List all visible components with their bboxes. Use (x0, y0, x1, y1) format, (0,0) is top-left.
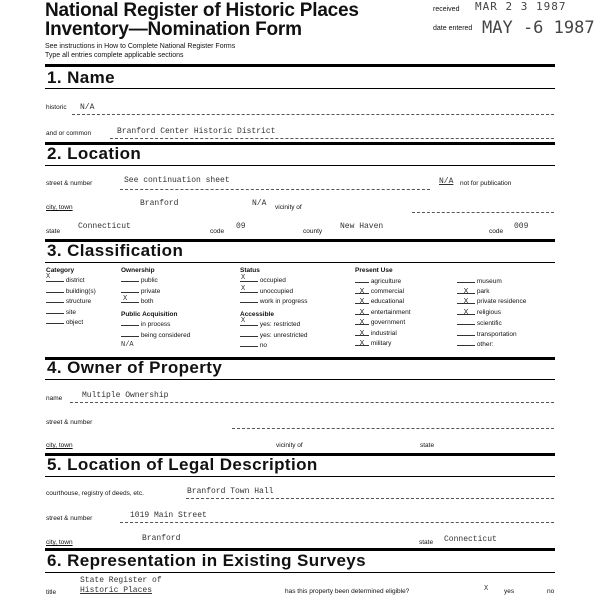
street-field-line (120, 189, 430, 190)
ownership-mark: X (123, 295, 128, 303)
common-name-field-line (110, 138, 554, 139)
legal-city-label: city, town (46, 539, 73, 546)
survey-title-line1: State Register of (80, 576, 162, 585)
section-6-heading: 6. Representation in Existing Surveys (47, 551, 367, 570)
section-5-heading: 5. Location of Legal Description (47, 455, 318, 474)
vicinity-value: N/A (252, 199, 267, 208)
courthouse-label: courthouse, registry of deeds, etc. (46, 490, 144, 497)
vicinity-label: vicinity of (275, 204, 302, 211)
status-mark: X (241, 285, 246, 293)
legal-street-label: street & number (46, 515, 93, 522)
state-code-label: code (210, 228, 225, 235)
owner-name-value: Multiple Ownership (82, 391, 169, 400)
accessible-option: yes: restricted (240, 320, 308, 331)
present-use-option: transportation (457, 329, 526, 340)
not-for-publication-label: not for publication (460, 180, 512, 187)
status-option: unoccupied (240, 287, 308, 298)
city-label: city, town (46, 204, 73, 211)
present-use-option: X entertainment (355, 308, 411, 319)
courthouse-value: Branford Town Hall (187, 487, 274, 496)
present-use-option: X private residence (457, 297, 526, 308)
status-option: occupied (240, 276, 308, 287)
ownership-option: private (121, 287, 160, 298)
present-use-option: X commercial (355, 287, 411, 298)
section-2-heading: 2. Location (47, 144, 142, 163)
section-1-heading: 1. Name (47, 68, 116, 87)
ownership-option: both (121, 297, 160, 308)
section-rule (45, 476, 555, 477)
date-entered-label: date entered (433, 25, 473, 32)
category-option: structure (46, 297, 96, 308)
accessible-option: no (240, 341, 308, 352)
county-value: New Haven (340, 222, 384, 231)
instructions-line2: Type all entries complete applicable sections (45, 52, 184, 59)
acquisition-label: Public Acquisition (121, 311, 178, 318)
category-mark: X (46, 273, 51, 281)
section-rule (45, 64, 555, 67)
instructions-line1: See instructions in How to Complete National Register Forms (45, 43, 236, 50)
section-3-heading: 3. Classification (47, 241, 184, 260)
status-option: work in progress (240, 297, 308, 308)
street-label: street & number (46, 180, 93, 187)
survey-title-label: title (46, 589, 57, 596)
category-option: district (46, 276, 96, 287)
section-rule (45, 165, 555, 166)
common-name-label: and or common (46, 130, 92, 137)
status-label: Status (240, 267, 260, 274)
present-use-option: X educational (355, 297, 411, 308)
section-rule (45, 572, 555, 573)
category-option: object (46, 318, 96, 329)
city-value: Branford (140, 199, 179, 208)
state-code-value: 09 (236, 222, 246, 231)
legal-street-value: 1019 Main Street (130, 511, 207, 520)
owner-street-label: street & number (46, 419, 93, 426)
legal-street-field-line (120, 522, 554, 523)
eligible-yes-mark: X (484, 585, 489, 593)
present-use-option: museum (457, 276, 526, 287)
status-mark: X (241, 274, 246, 282)
present-use-options-1 (355, 276, 411, 350)
owner-street-field-line (232, 428, 554, 429)
county-label: county (303, 228, 323, 235)
present-use-options-2 (457, 276, 526, 350)
acquisition-value: N/A (121, 341, 134, 349)
state-label: state (46, 228, 61, 235)
present-use-option: X government (355, 318, 411, 329)
acquisition-options (121, 320, 190, 341)
ownership-option: public (121, 276, 160, 287)
acquisition-option: in process (121, 320, 190, 331)
owner-name-label: name (46, 395, 63, 402)
owner-state-label: state (420, 442, 435, 449)
present-use-option: other: (457, 339, 526, 350)
owner-vicinity-label: vicinity of (276, 442, 303, 449)
accessible-label: Accessible (240, 311, 274, 318)
present-use-option: X religious (457, 308, 526, 319)
status-options (240, 276, 308, 308)
historic-field-line (72, 114, 554, 115)
street-value: See continuation sheet (124, 176, 230, 185)
form-title-line1: National Register of Historic Places (45, 0, 359, 21)
survey-title-line2: Historic Places (80, 586, 153, 595)
category-label: Category (46, 267, 75, 274)
section-4-heading: 4. Owner of Property (47, 358, 223, 377)
section-rule (45, 88, 555, 89)
date-entered-stamp: MAY -6 1987 (482, 18, 595, 38)
owner-city-label: city, town (46, 442, 73, 449)
received-label: received (433, 6, 460, 13)
received-stamp: MAR 2 3 1987 (475, 0, 567, 13)
eligible-yes-label: yes (504, 588, 515, 595)
state-value: Connecticut (78, 222, 131, 231)
owner-name-field-line (70, 402, 554, 403)
accessible-option: yes: unrestricted (240, 331, 308, 342)
present-use-option: agriculture (355, 276, 411, 287)
accessible-options (240, 320, 308, 352)
section-rule (45, 262, 555, 263)
not-for-publication-value: N/A (439, 177, 454, 186)
legal-state-value: Connecticut (444, 535, 497, 544)
legal-city-value: Branford (142, 534, 181, 543)
eligible-no-label: no (547, 588, 555, 595)
category-option: site (46, 308, 96, 319)
historic-value: N/A (80, 103, 95, 112)
present-use-label: Present Use (355, 267, 393, 274)
category-options (46, 276, 96, 329)
courthouse-field-line (186, 498, 554, 499)
category-option: building(s) (46, 287, 96, 298)
county-code-label: code (489, 228, 504, 235)
section-rule (45, 379, 555, 380)
common-name-value: Branford Center Historic District (117, 127, 276, 136)
form-title-line2: Inventory—Nomination Form (45, 19, 302, 40)
ownership-label: Ownership (121, 267, 155, 274)
present-use-option: X industrial (355, 329, 411, 340)
present-use-option: scientific (457, 318, 526, 329)
acquisition-option: being considered (121, 331, 190, 342)
legal-state-label: state (419, 539, 434, 546)
eligible-label: has this property been determined eligible? (285, 588, 410, 595)
present-use-option: X military (355, 339, 411, 350)
vicinity-field-line (412, 212, 554, 213)
historic-label: historic (46, 104, 67, 111)
present-use-option: X park (457, 287, 526, 298)
county-code-value: 009 (514, 222, 529, 231)
accessible-mark: X (241, 317, 246, 325)
